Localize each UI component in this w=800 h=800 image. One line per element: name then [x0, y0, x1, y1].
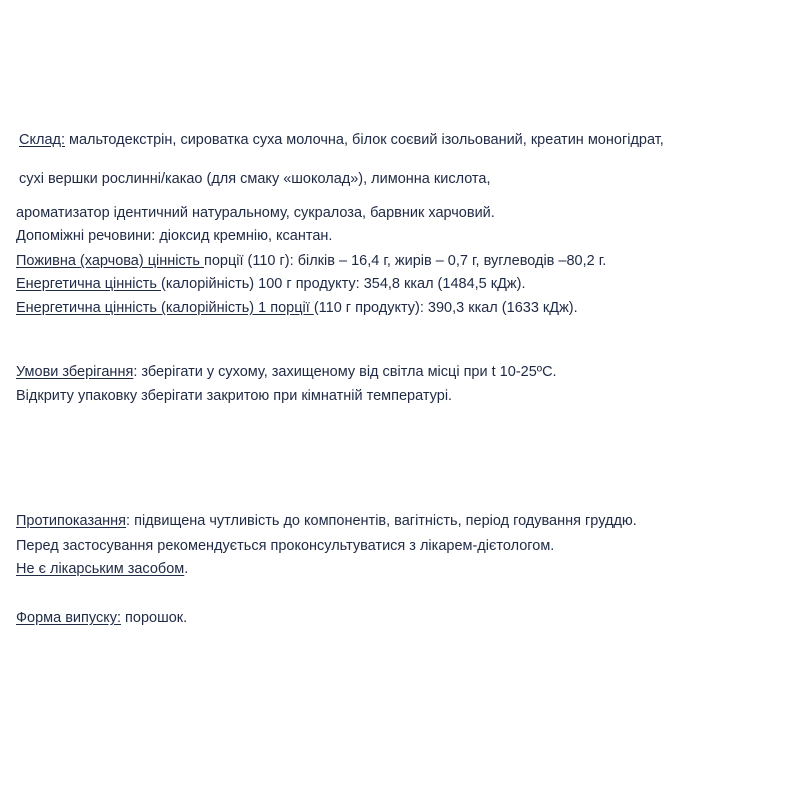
composition-text-2: сухі вершки рослинні/какао (для смаку «шоколад»), лимонна кислота,: [19, 171, 491, 187]
excipients-line: [16, 227, 332, 246]
not-medicine-line: [16, 560, 188, 579]
release-form-text: порошок.: [121, 610, 188, 626]
nutrition-line: [16, 252, 606, 271]
composition-text-1: мальтодекстрін, сироватка суха молочна, білок соєвий ізольований, креатин моногідрат,: [65, 132, 664, 148]
not-medicine-text: Не є лікарським засобом: [16, 561, 185, 577]
release-form-line: [16, 609, 187, 628]
contraindications-label: Протипоказання: [16, 513, 127, 529]
composition-text-3: ароматизатор ідентичний натуральному, сукралоза, барвник харчовий.: [16, 205, 495, 221]
storage-line: [16, 363, 557, 382]
not-medicine-end: .: [184, 561, 189, 577]
energy-100g-line: [16, 275, 526, 294]
storage-line-2: [16, 387, 452, 406]
composition-line-3: [16, 204, 495, 223]
excipients-text: Допоміжні речовини: діоксид кремнію, ксантан.: [16, 228, 333, 244]
contraindications-line: [16, 512, 637, 531]
energy-100g-text: (калорійність) 100 г продукту: 354,8 ккал (1484,5 кДж).: [161, 276, 526, 292]
composition-label: Склад:: [19, 132, 65, 148]
contraindications-line-2: [16, 537, 554, 556]
energy-portion-text: (110 г продукту): 390,3 ккал (1633 кДж).: [313, 300, 578, 316]
contraindications-text-2: Перед застосування рекомендується проконсультуватися з лікарем-дієтологом.: [16, 538, 555, 554]
energy-portion-label: Енергетична цінність (калорійність) 1 порції: [16, 300, 314, 316]
composition-line-1: [19, 131, 664, 150]
energy-100g-label: Енергетична цінність: [16, 276, 161, 292]
nutrition-label: Поживна (харчова) цінність: [16, 253, 204, 269]
nutrition-text: порції (110 г): білків – 16,4 г, жирів – 0,7 г, вуглеводів –80,2 г.: [203, 253, 607, 269]
contraindications-text: : підвищена чутливість до компонентів, вагітність, період годування груддю.: [126, 513, 637, 529]
energy-portion-line: [16, 299, 578, 318]
composition-line-2: [19, 170, 491, 189]
storage-label: Умови зберігання: [16, 364, 134, 380]
storage-text: : зберігати у сухому, захищеному від світла місці при t 10-25ºС.: [133, 364, 557, 380]
storage-text-2: Відкриту упаковку зберігати закритою при кімнатній температурі.: [16, 388, 453, 404]
release-form-label: Форма випуску:: [16, 610, 121, 626]
